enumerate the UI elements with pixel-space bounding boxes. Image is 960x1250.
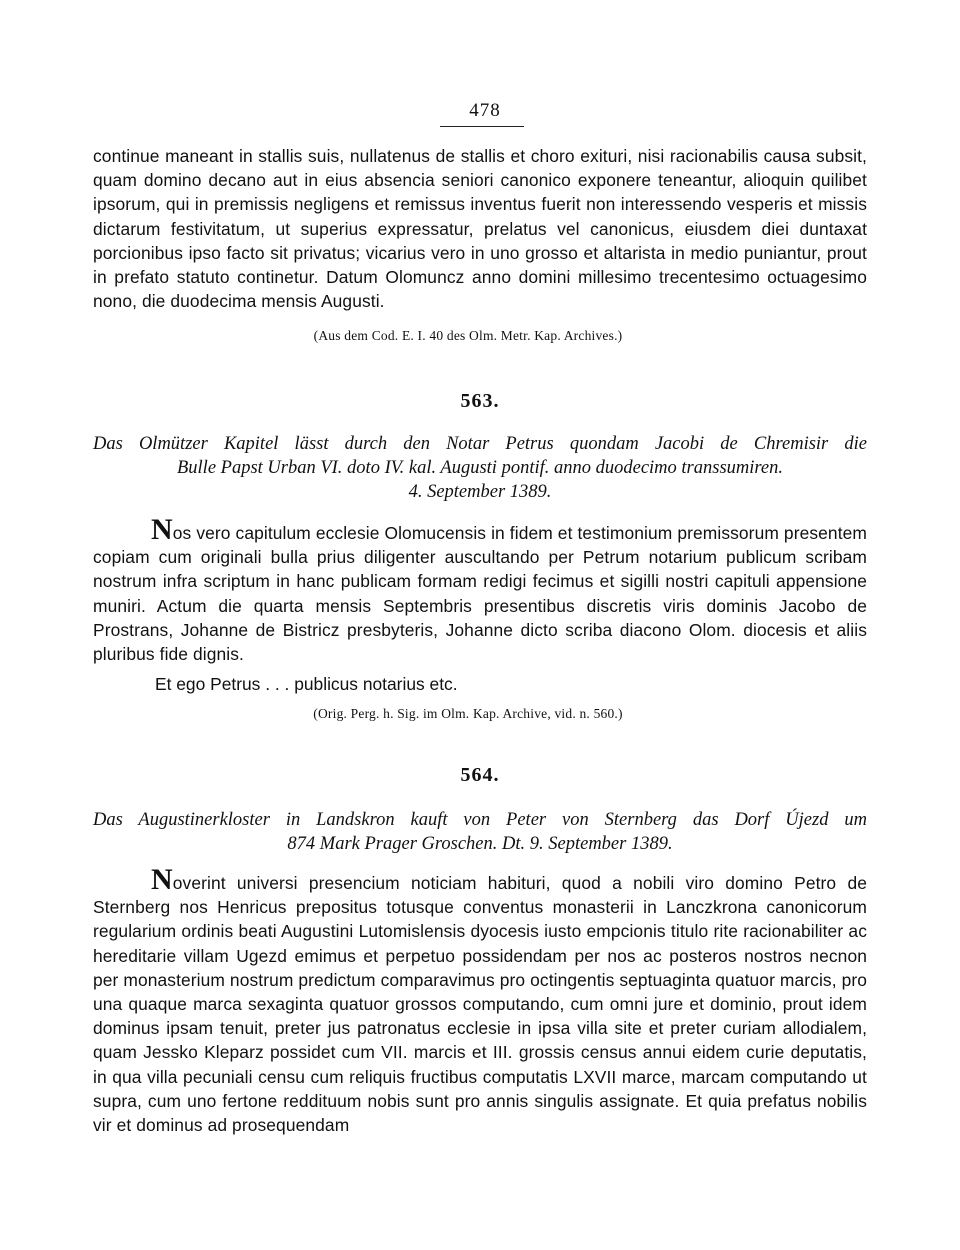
document-page xyxy=(93,0,867,1250)
document-564-heading-line-2: 874 Mark Prager Groschen. Dt. 9. September 1389. xyxy=(287,834,673,854)
document-563-signoff: Et ego Petrus . . . publicus notarius etc. xyxy=(155,674,458,694)
document-564-heading xyxy=(93,808,867,856)
document-563-heading-line-2: Bulle Papst Urban VI. doto IV. kal. Augusti pontif. anno duodecimo transsumiren. xyxy=(176,458,784,478)
document-563-source: (Orig. Perg. h. Sig. im Olm. Kap. Archive, vid. n. 560.) xyxy=(313,706,623,721)
document-563-heading xyxy=(93,432,867,504)
document-563-initial: N xyxy=(151,513,173,546)
page-number: 478 xyxy=(469,100,501,121)
previous-document-source: (Aus dem Cod. E. I. 40 des Olm. Metr. Kap. Archives.) xyxy=(313,328,623,343)
indent-space xyxy=(93,873,151,893)
document-563-date: 4. September 1389. xyxy=(408,482,552,502)
document-number-563: 563. xyxy=(460,390,500,412)
document-564-body xyxy=(93,863,867,1137)
document-564-initial: N xyxy=(151,863,173,896)
indent-space xyxy=(93,523,151,543)
document-563-body xyxy=(93,513,867,666)
document-563-heading-line-1: Das Olmützer Kapitel lässt durch den Notar Petrus quondam Jacobi de Chremisir die xyxy=(93,434,867,454)
document-564-body-text: overint universi presencium noticiam habituri, quod a nobili viro domino Petro de Sternberg nos Henricus prepositus totusque conventus monasterii in Lanczkrona canonicorum regularium ordinis beati Augustini Lutomislensis dyocesis iusto empcionis titulo rite racionabiliter ac hereditarie villam Ugezd emimus et perpetuo possidendam per nos ac posteros nostros necnon per monasterium nostrum predictum comparavimus pro octingentis septuaginta quatuor marcis, pro una quaque marca sexaginta quatuor grossos computando, cum omni jure et dominio, prout idem dominus ipsam tenuit, preter jus patronatus ecclesie in ipsa villa site et preter curiam allodialem, quam Jessko Kleparz possidet cum VII. marcis et III. grossis census annui eidem curie deputatis, in qua villa pecuniali censu cum reliquis fructibus computatis LXVII marce, marcam computando ut supra, cum uno fertone reddituum nobis sunt pro annis singulis assignate. Et quia prefatus nobilis vir et dominus ad prosequendam xyxy=(93,873,867,1136)
document-number-564: 564. xyxy=(460,764,500,786)
document-564-heading-line-1: Das Augustinerkloster in Landskron kauft von Peter von Sternberg das Dorf Újezd um xyxy=(93,810,867,830)
document-563-body-text: os vero capitulum ecclesie Olomucensis in fidem et testimonium premissorum presentem copiam cum originali bulla prius diligenter auscultando per Petrum notarium publicum scribam nostrum infra scriptum in hanc publicam formam redigi fecimus et sigilli nostri capituli appensione muniri. Actum die quarta mensis Septembris presentibus discretis viris dominis Jacobo de Prostrans, Johanne de Bistricz presbyteris, Johanne dicto scriba diacono Olom. diocesis et aliis pluribus fide dignis. xyxy=(93,523,867,665)
page-number-rule xyxy=(440,126,524,127)
previous-document-text: continue maneant in stallis suis, nullatenus de stallis et choro exituri, nisi racionabilis causa subsit, quam domino decano aut in eius absencia seniori canonico exponere teneantur, alioquin quilibet ipsorum, qui in premissis negligens et remissus inventus fuerit non interessendo vesperis et missis dictarum festivitatum, ut superius expressatur, prelatus vel canonicus, eiusdem diei duntaxat porcionibus ipso facto sit privatus; vicarius vero in uno grosso et altarista in medio puniantur, prout in prefato statuto continetur. Datum Olomuncz anno domini millesimo trecentesimo octuagesimo nono, die duodecima mensis Augusti. xyxy=(93,146,867,312)
